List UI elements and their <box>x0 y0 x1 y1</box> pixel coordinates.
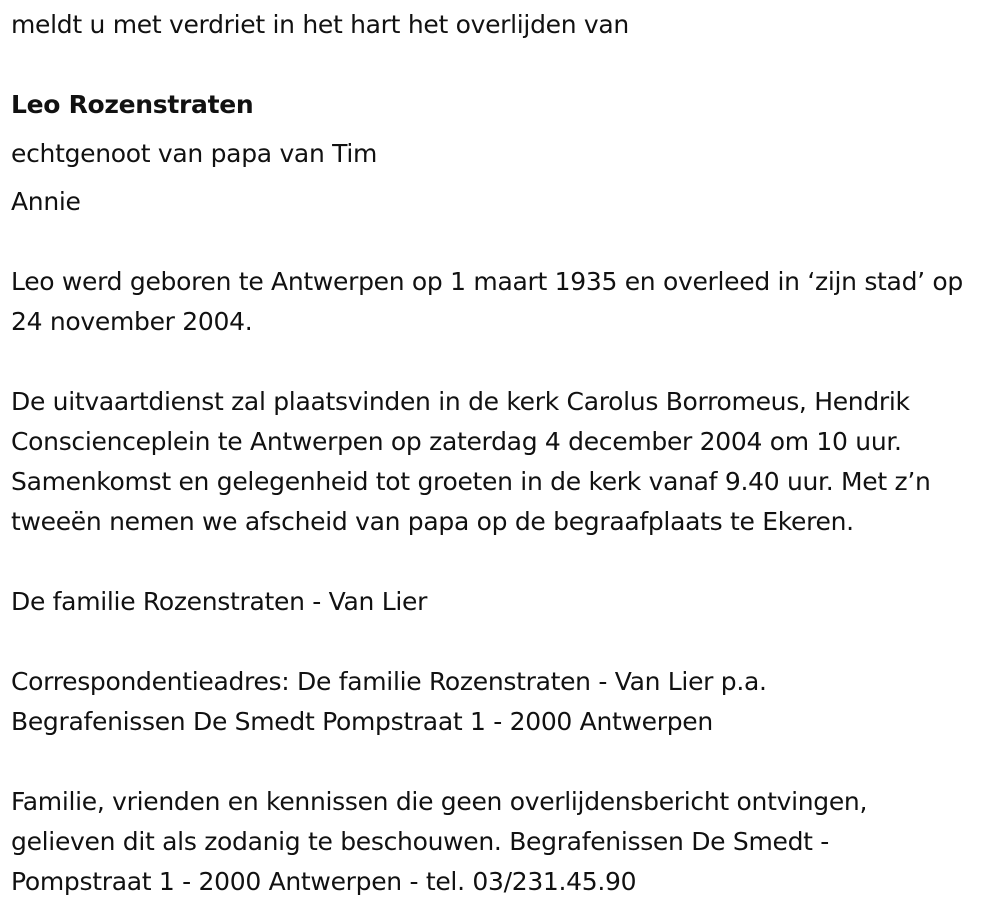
family-signature: De familie Rozenstraten - Van Lier <box>11 587 428 616</box>
birth-death-paragraph: Leo werd geboren te Antwerpen op 1 maart 1935 en overleed in ‘zijn stad’ op 24 november 2004. <box>11 267 964 336</box>
service-paragraph: De uitvaartdienst zal plaatsvinden in de kerk Carolus Borromeus, Hendrik Conscienceplein te Antwerpen op zaterdag 4 december 2004 om 10 uur. Samenkomst en gelegenheid tot groeten in de kerk vanaf 9.40 uur. Met z’n tweeën nemen we afscheid van papa op de begraafplaats te Ekeren. <box>11 387 931 536</box>
correspondence-paragraph: Correspondentieadres: De familie Rozenstraten - Van Lier p.a. Begrafenissen De Smedt Pompstraat 1 - 2000 Antwerpen <box>11 667 767 736</box>
deceased-name: Leo Rozenstraten <box>11 90 254 119</box>
relation-line-2: Annie <box>11 187 81 216</box>
notice-intro: meldt u met verdriet in het hart het overlijden van <box>11 10 629 39</box>
relation-line-1: echtgenoot van papa van Tim <box>11 139 378 168</box>
closing-paragraph: Familie, vrienden en kennissen die geen overlijdensbericht ontvingen, gelieven dit als zodanig te beschouwen. Begrafenissen De Smedt - Pompstraat 1 - 2000 Antwerpen - tel. 03/231.45.90 <box>11 787 868 896</box>
